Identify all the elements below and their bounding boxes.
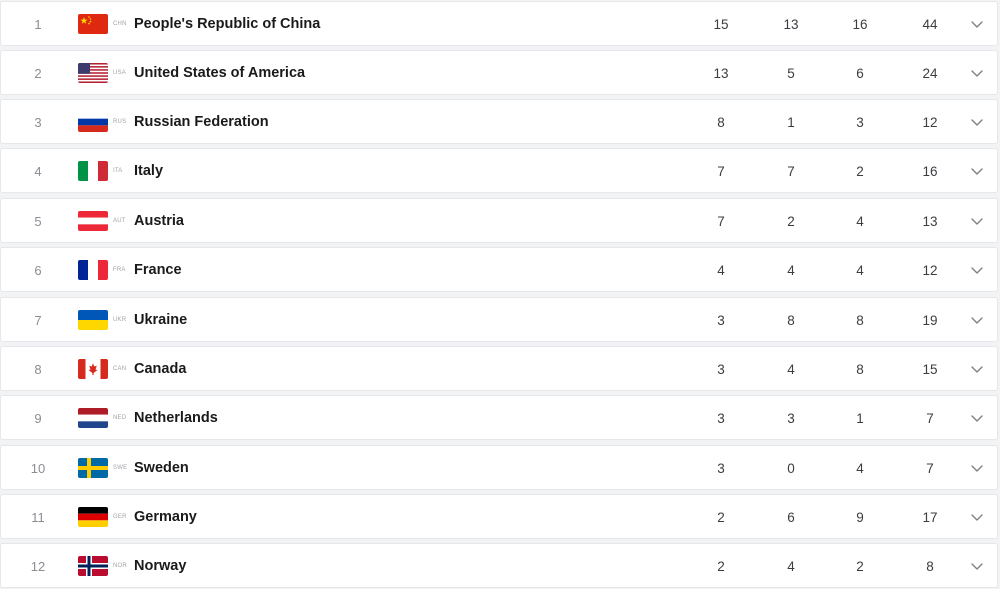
table-row[interactable]	[0, 494, 998, 539]
silver-count: 1	[787, 115, 795, 130]
rank-cell: 11	[31, 510, 45, 525]
silver-count: 4	[787, 362, 795, 377]
rank-cell: 4	[34, 164, 42, 179]
country-name: France	[134, 262, 182, 278]
china-flag-icon	[78, 14, 108, 34]
gold-count: 3	[717, 362, 725, 377]
gold-count: 15	[713, 17, 729, 32]
chevron-down-icon[interactable]	[969, 361, 985, 377]
silver-count: 4	[787, 559, 795, 574]
gold-count: 7	[717, 214, 725, 229]
country-name: Canada	[134, 361, 187, 377]
ukraine-flag-icon	[78, 310, 108, 330]
country-code: CAN	[113, 366, 127, 372]
table-row[interactable]	[0, 99, 998, 144]
country-code: SWE	[113, 465, 128, 471]
total-count: 13	[922, 214, 938, 229]
silver-count: 13	[783, 17, 799, 32]
rank-cell: 12	[30, 559, 46, 574]
silver-count: 7	[787, 164, 795, 179]
bronze-count: 2	[856, 164, 864, 179]
netherlands-flag-icon	[78, 408, 108, 428]
chevron-down-icon[interactable]	[969, 163, 985, 179]
country-code: UKR	[113, 317, 127, 323]
germany-flag-icon	[78, 507, 108, 527]
bronze-count: 8	[856, 362, 864, 377]
russia-flag-icon	[78, 112, 108, 132]
bronze-count: 2	[856, 559, 864, 574]
total-count: 7	[926, 411, 934, 426]
table-row[interactable]	[0, 445, 998, 490]
chevron-down-icon[interactable]	[969, 114, 985, 130]
chevron-down-icon[interactable]	[969, 558, 985, 574]
chevron-down-icon[interactable]	[969, 509, 985, 525]
chevron-down-icon[interactable]	[969, 410, 985, 426]
rank-cell: 2	[34, 66, 42, 81]
table-row[interactable]	[0, 247, 998, 292]
silver-count: 2	[787, 214, 795, 229]
bronze-count: 16	[852, 17, 868, 32]
rank-cell: 3	[34, 115, 42, 130]
country-name: Sweden	[134, 460, 189, 476]
gold-count: 13	[713, 66, 729, 81]
country-code: GER	[113, 514, 127, 520]
bronze-count: 3	[856, 115, 864, 130]
total-count: 7	[926, 461, 934, 476]
rank-cell: 9	[34, 411, 42, 426]
gold-count: 8	[717, 115, 725, 130]
total-count: 19	[922, 313, 938, 328]
gold-count: 3	[717, 461, 725, 476]
country-code: FRA	[113, 267, 126, 273]
rank-cell: 8	[34, 362, 42, 377]
silver-count: 0	[787, 461, 795, 476]
chevron-down-icon[interactable]	[969, 460, 985, 476]
bronze-count: 4	[856, 461, 864, 476]
table-row[interactable]	[0, 198, 998, 243]
rank-cell: 7	[34, 313, 42, 328]
austria-flag-icon	[78, 211, 108, 231]
gold-count: 2	[717, 559, 725, 574]
chevron-down-icon[interactable]	[969, 16, 985, 32]
rank-cell: 10	[30, 461, 46, 476]
country-name: Italy	[134, 163, 164, 179]
norway-flag-icon	[78, 556, 108, 576]
chevron-down-icon[interactable]	[969, 312, 985, 328]
rank-cell: 6	[34, 263, 42, 278]
chevron-down-icon[interactable]	[969, 213, 985, 229]
table-row[interactable]	[0, 297, 998, 342]
table-row[interactable]	[0, 395, 998, 440]
bronze-count: 6	[856, 66, 864, 81]
italy-flag-icon	[78, 161, 108, 181]
total-count: 16	[922, 164, 938, 179]
table-row[interactable]	[0, 148, 998, 193]
country-code: CHN	[113, 21, 127, 27]
country-name: Austria	[134, 213, 184, 229]
silver-count: 3	[787, 411, 795, 426]
canada-flag-icon	[78, 359, 108, 379]
table-row[interactable]	[0, 50, 998, 95]
france-flag-icon	[78, 260, 108, 280]
bronze-count: 4	[856, 214, 864, 229]
gold-count: 4	[717, 263, 725, 278]
sweden-flag-icon	[78, 458, 108, 478]
bronze-count: 1	[856, 411, 864, 426]
country-code: ITA	[113, 168, 123, 174]
country-name: Netherlands	[134, 410, 218, 426]
country-name: Russian Federation	[134, 114, 269, 130]
table-row[interactable]	[0, 1, 998, 46]
country-name: Norway	[134, 558, 187, 574]
country-name: United States of America	[134, 65, 306, 81]
total-count: 24	[922, 66, 938, 81]
gold-count: 7	[717, 164, 725, 179]
total-count: 17	[922, 510, 938, 525]
table-row[interactable]	[0, 543, 998, 588]
rank-cell: 1	[34, 17, 42, 32]
table-row[interactable]	[0, 346, 998, 391]
rank-cell: 5	[34, 214, 42, 229]
silver-count: 8	[787, 313, 795, 328]
bronze-count: 8	[856, 313, 864, 328]
country-name: Ukraine	[134, 312, 188, 328]
chevron-down-icon[interactable]	[969, 65, 985, 81]
country-code: USA	[113, 70, 126, 76]
country-code: NED	[113, 415, 127, 421]
gold-count: 3	[717, 411, 725, 426]
gold-count: 3	[717, 313, 725, 328]
total-count: 15	[922, 362, 938, 377]
silver-count: 5	[787, 66, 795, 81]
silver-count: 4	[787, 263, 795, 278]
bronze-count: 9	[856, 510, 864, 525]
gold-count: 2	[717, 510, 725, 525]
country-code: AUT	[113, 218, 126, 224]
bronze-count: 4	[856, 263, 864, 278]
country-name: Germany	[134, 509, 197, 525]
country-name: People's Republic of China	[134, 16, 321, 32]
total-count: 8	[926, 559, 934, 574]
usa-flag-icon	[78, 63, 108, 83]
total-count: 44	[922, 17, 938, 32]
chevron-down-icon[interactable]	[969, 262, 985, 278]
silver-count: 6	[787, 510, 795, 525]
country-code: NOR	[113, 563, 127, 569]
total-count: 12	[922, 115, 938, 130]
total-count: 12	[922, 263, 938, 278]
country-code: RUS	[113, 119, 127, 125]
